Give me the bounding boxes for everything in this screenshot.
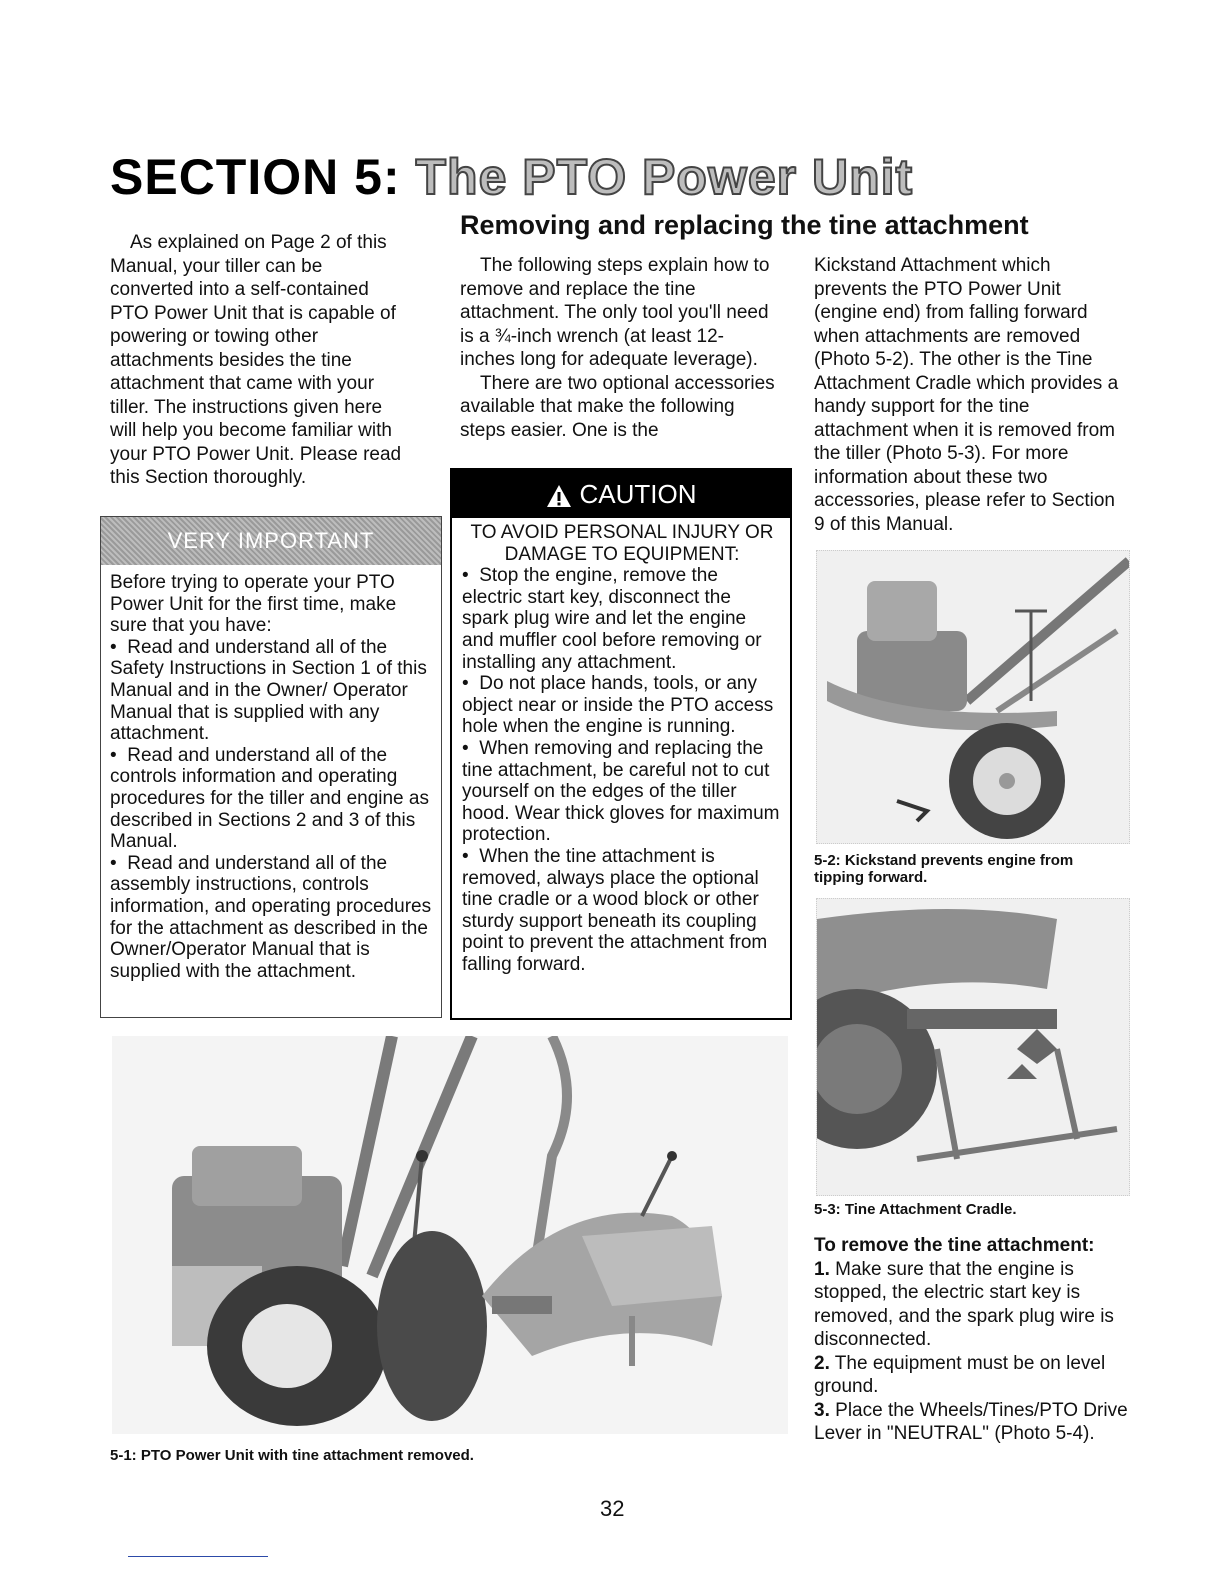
middle-paragraph-2: There are two optional accessories available that make the following steps easier. One is the [460,372,775,441]
middle-paragraph-1: The following steps explain how to remove and replace the tine attachment. The only tool you'll need is a ¾-inch wrench (at least 12-inches long for adequate leverage). [460,255,770,370]
remove-steps [814,1234,1134,1446]
caution-header [452,470,790,518]
section-title [110,148,913,206]
pto-power-unit-illustration [112,1036,788,1434]
step-text: Place the Wheels/Tines/PTO Drive Lever in "NEUTRAL" (Photo 5-4). [814,1399,1128,1444]
subheading: Removing and replacing the tine attachment [460,210,1029,240]
step-number: 1. [814,1258,830,1280]
step-number: 3. [814,1399,830,1421]
photo-kickstand [816,550,1130,844]
step-text: Make sure that the engine is stopped, the electric start key is removed, and the spark plug wire is disconnected. [814,1258,1114,1350]
caution-title: CAUTION [579,479,697,509]
section-name: The PTO Power Unit [415,149,914,205]
very-important-intro: Before trying to operate your PTO Power Unit for the first time, make sure that you have: [110,572,397,637]
warning-triangle-icon [546,484,572,508]
tiller-kickstand-illustration [817,551,1129,843]
caution-item: • Do not place hands, tools, or any object near or inside the PTO access hole when the engine is running. [462,673,782,738]
section-label: SECTION 5: [110,149,401,205]
right-paragraph: Kickstand Attachment which prevents the PTO Power Unit (engine end) from falling forward when attachments are removed (Photo 5-2). The other is the Tine Attachment Cradle which provides a handy support for the tine attachment when it is removed from the tiller (Photo 5-3). For more information about these two accessories, please refer to Section 9 of this Manual. [814,255,1119,535]
caution-item: • When removing and replacing the tine attachment, be careful not to cut yourself on the edges of the tiller hood. Wear thick gloves for maximum protection. [462,738,782,846]
caution-lead: TO AVOID PERSONAL INJURY OR DAMAGE TO EQUIPMENT: [470,522,774,565]
caption-line: tipping forward. [814,869,928,886]
caution-item: • Stop the engine, remove the electric start key, disconnect the spark plug wire and let the engine and muffler cool before removing or installing any attachment. [462,565,782,673]
caution-box [450,468,792,1020]
remove-steps-heading: To remove the tine attachment: [814,1235,1095,1256]
remove-step [814,1399,1134,1446]
very-important-box [100,516,442,1018]
intro-paragraph: As explained on Page 2 of this Manual, your tiller can be converted into a self-contained PTO Power Unit that is capable of powering or towing other attachments besides the tine attachment that came with your tiller. The instructions given here will help you become familiar with your PTO Power Unit. Please read this Section thoroughly. [110,232,402,488]
very-important-text [110,572,435,982]
very-important-title: VERY IMPORTANT [101,517,441,565]
very-important-item: • Read and understand all of the Safety Instructions in Section 1 of this Manual and in the Owner/ Operator Manual that is supplied with any attachment. [110,637,435,745]
photo-pto-unit [112,1036,788,1434]
caption-line: 5-2: Kickstand prevents engine from [814,852,1074,869]
photo-cradle [816,898,1130,1196]
caption-photo-5-2 [814,852,1073,886]
tine-cradle-illustration [817,899,1129,1195]
remove-step [814,1352,1134,1399]
remove-step [814,1258,1134,1352]
caption-photo-5-1: 5-1: PTO Power Unit with tine attachment removed. [110,1447,474,1464]
caution-text [462,522,782,975]
footer-rule [128,1556,268,1557]
very-important-item: • Read and understand all of the controls information and operating procedures for the tiller and engine as described in Sections 2 and 3 of this Manual. [110,745,435,853]
step-text: The equipment must be on level ground. [814,1352,1106,1397]
very-important-item: • Read and understand all of the assembly instructions, controls information, and operating procedures for the attachment as described in the Owner/Operator Manual that is supplied with the attachment. [110,853,435,983]
middle-text [460,254,778,442]
step-number: 2. [814,1352,830,1374]
caption-photo-5-3: 5-3: Tine Attachment Cradle. [814,1201,1017,1218]
page-number: 32 [600,1496,625,1521]
caution-item: • When the tine attachment is removed, always place the optional tine cradle or a wood block or other sturdy support beneath its coupling point to prevent the attachment from falling forward. [462,846,782,976]
